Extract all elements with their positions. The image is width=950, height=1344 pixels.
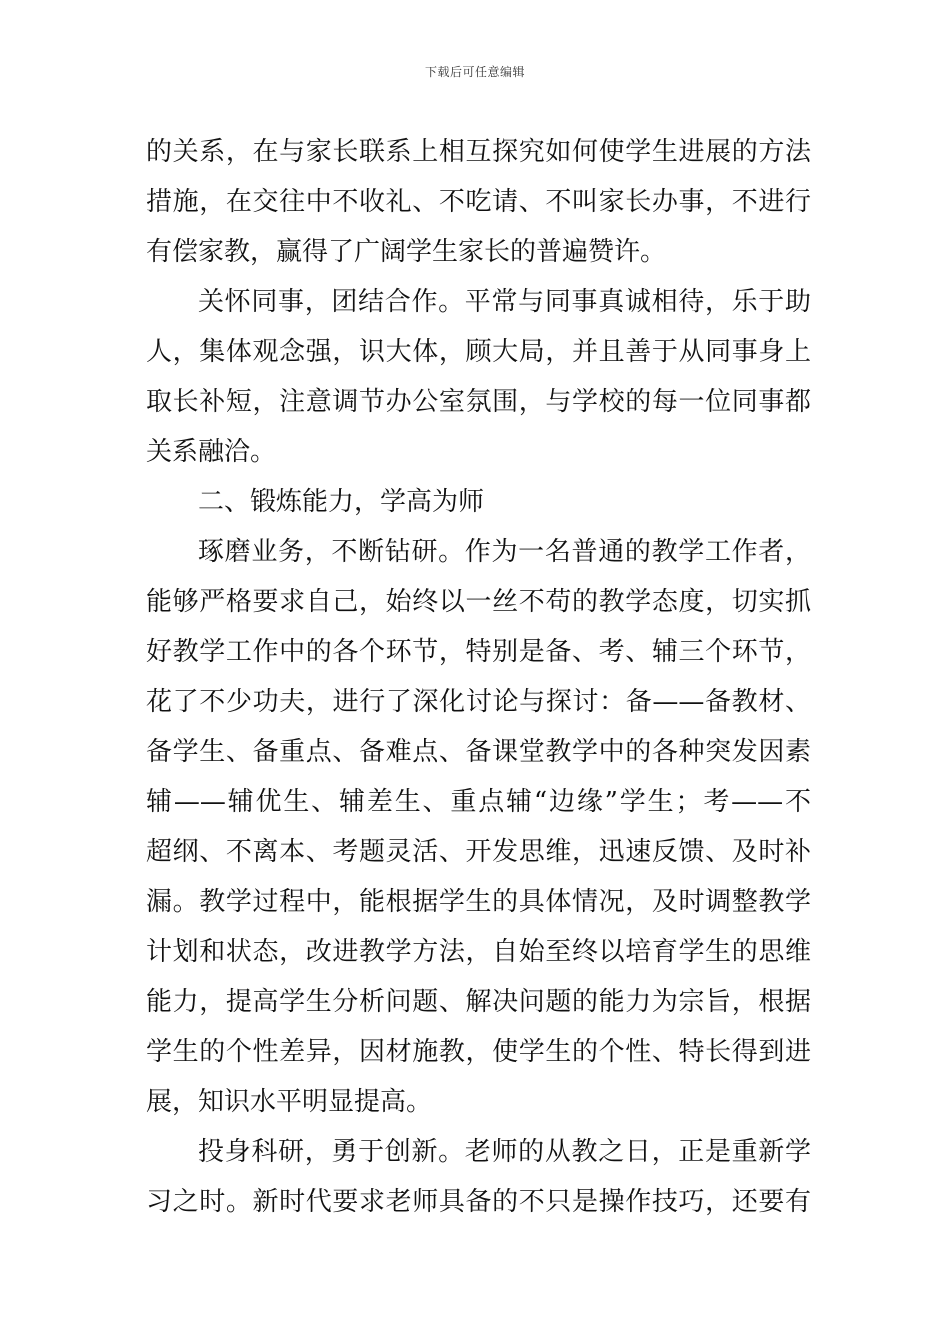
text-line: 计划和状态，改进教学方法，自始至终以培育学生的思维: [146, 937, 811, 967]
text-line: 措施，在交往中不收礼、不吃请、不叫家长办事，不进行: [146, 187, 811, 217]
paragraph-start-line: 琢磨业务，不断钻研。作为一名普通的教学工作者，: [198, 537, 811, 567]
text-line: 的关系，在与家长联系上相互探究如何使学生进展的方法: [146, 137, 811, 167]
text-line: 备学生、备重点、备难点、备课堂教学中的各种突发因素: [146, 737, 811, 767]
text-line: 取长补短，注意调节办公室氛围，与学校的每一位同事都: [146, 387, 811, 417]
text-line: 学生的个性差异，因材施教，使学生的个性、特长得到进: [146, 1037, 811, 1067]
text-line: 能力，提高学生分析问题、解决问题的能力为宗旨，根据: [146, 987, 811, 1017]
text-line: 花了不少功夫，进行了深化讨论与探讨：备——备教材、: [146, 687, 811, 717]
text-line: 习之时。新时代要求老师具备的不只是操作技巧，还要有: [146, 1187, 811, 1217]
text-line: 超纲、不离本、考题灵活、开发思维，迅速反馈、及时补: [146, 837, 811, 867]
text-line: 展，知识水平明显提高。: [146, 1087, 433, 1117]
text-line: 辅——辅优生、辅差生、重点辅“边缘”学生；考——不: [146, 787, 811, 817]
text-line: 人，集体观念强，识大体，顾大局，并且善于从同事身上: [146, 337, 811, 367]
text-line: 漏。教学过程中，能根据学生的具体情况，及时调整教学: [146, 887, 811, 917]
paragraph-start-line: 关怀同事，团结合作。平常与同事真诚相待，乐于助: [198, 287, 811, 317]
text-line: 好教学工作中的各个环节，特别是备、考、辅三个环节，: [146, 637, 811, 667]
page-header-note: 下载后可任意编辑: [424, 65, 525, 79]
document-body: [146, 127, 811, 1227]
text-line: 能够严格要求自己，始终以一丝不苟的教学态度，切实抓: [146, 587, 811, 617]
text-line: 关系融洽。: [146, 437, 277, 467]
text-line: 有偿家教，赢得了广阔学生家长的普遍赞许。: [146, 237, 667, 267]
paragraph-start-line: 投身科研，勇于创新。老师的从教之日，正是重新学: [198, 1137, 811, 1167]
section-heading: 二、锻炼能力，学高为师: [198, 487, 485, 517]
